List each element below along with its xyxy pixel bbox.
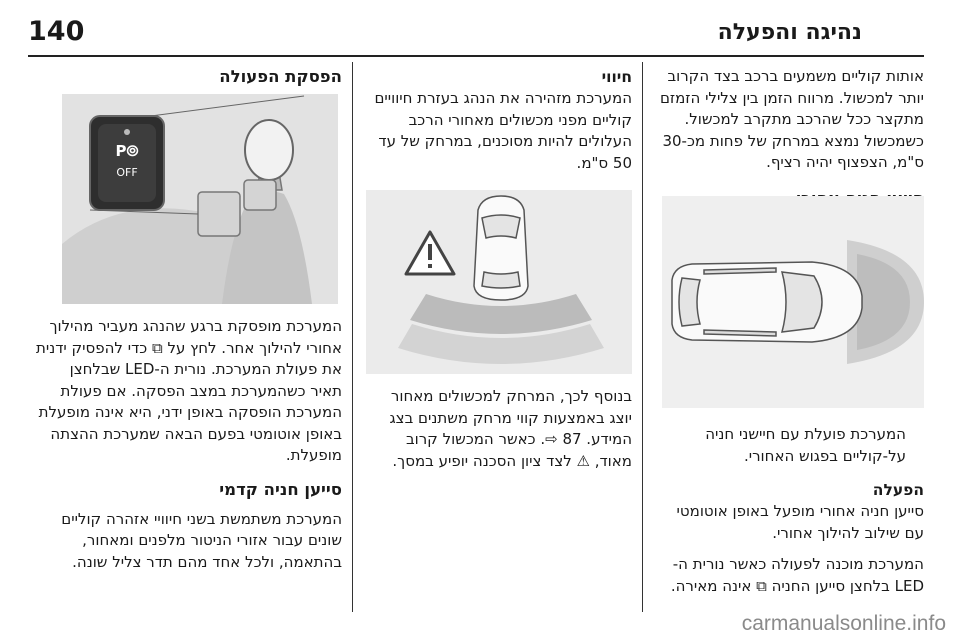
figure-caption: המערכת פועלת עם חיישני חניה על-קוליים בפגוש האחורי. xyxy=(705,425,906,465)
front-park-assist-paragraph: המערכת משתמשת בשני חיוויי אזהרה קוליים שונים עבור אזורי הניטור מלפנים ומאחור, בהתאמה, ולכל אחד מהם תדר צליל שונה. xyxy=(61,509,342,571)
warning-heading: חיווי xyxy=(601,68,632,86)
watermark: carmanualsonline.info xyxy=(741,612,946,635)
warning-paragraph: המערכת מזהירה את הנהג בעזרת חיוויים קוליים מפני מכשולים מאחורי הרכב העלולים להיות מסוכנים, במרחק של עד 50 ס"מ. xyxy=(374,89,632,172)
activation-paragraph-2: המערכת מוכנה לפעולה כאשר נורית ה-LED בלחצן סייען החניה ⧉ אינה מאירה. xyxy=(670,555,924,595)
left-column xyxy=(36,66,342,88)
right-column xyxy=(656,66,924,210)
left-column-lower xyxy=(36,316,342,573)
chapter-title: נהיגה והפעלה xyxy=(717,20,862,45)
distance-lines-paragraph: בנוסף לכך, המרחק למכשולים מאחור יוצג באמצעות קווי מרחק משתנים בצג המידע. 87 ⇨. כאשר המכשול קרוב מאוד, ⚠ לצד ציון הסכנה יופיע במסך. xyxy=(389,387,632,470)
rear-arcs-figure xyxy=(366,190,632,374)
park-assist-button-icon xyxy=(62,94,338,304)
section-heading-deactivation: הפסקת הפעולה xyxy=(219,67,342,86)
middle-column xyxy=(366,66,632,174)
page-number: 140 xyxy=(28,16,85,47)
car-front-sensors-figure xyxy=(662,196,924,408)
right-column-lower xyxy=(656,424,924,597)
column-divider xyxy=(352,62,353,612)
intro-paragraph: אותות קוליים משמעים ברכב בצד הקרוב יותר למכשול. מרווח הזמן בין צלילי הזמזם מתקצר ככל שהרכב מתקרב למכשול. כשמכשול נמצא במרחק של פחות מכ-30 ס"מ, הצפצוף יהיה רציף. xyxy=(659,67,924,171)
header-rule xyxy=(28,55,924,57)
activation-paragraph-1: סייען חניה אחורי מופעל באופן אוטומטי עם שילוב להילוך אחורי. xyxy=(676,502,924,542)
column-divider xyxy=(642,62,643,612)
deactivation-paragraph: המערכת מופסקת ברגע שהנהג מעביר מהילוך אחורי להילוך אחר. לחץ על ⧉ כדי להפסיק ידנית את פעולת המערכת. נורית ה-LED שבלחצן תאיר כשהמערכת במצב הפסקה. אם פעולת המערכת הופסקה באופן ידני, היא אינה מופעלת באופן אוטומטי בפעם הבאה שמערכת ההצתה מופעלת. xyxy=(36,317,342,464)
off-label: OFF xyxy=(116,166,138,179)
section-heading-front-park-assist: סייען חניה קדמי xyxy=(219,479,342,499)
middle-column-lower xyxy=(366,386,632,472)
svg-text:P⦾: P⦾ xyxy=(115,142,139,160)
page-header xyxy=(0,0,960,56)
park-assist-button-figure xyxy=(62,94,338,304)
subheading-activation: הפעלה xyxy=(872,481,924,499)
car-top-view-front-sensors-icon xyxy=(662,196,924,408)
car-top-view-rear-arcs-icon xyxy=(366,190,632,374)
